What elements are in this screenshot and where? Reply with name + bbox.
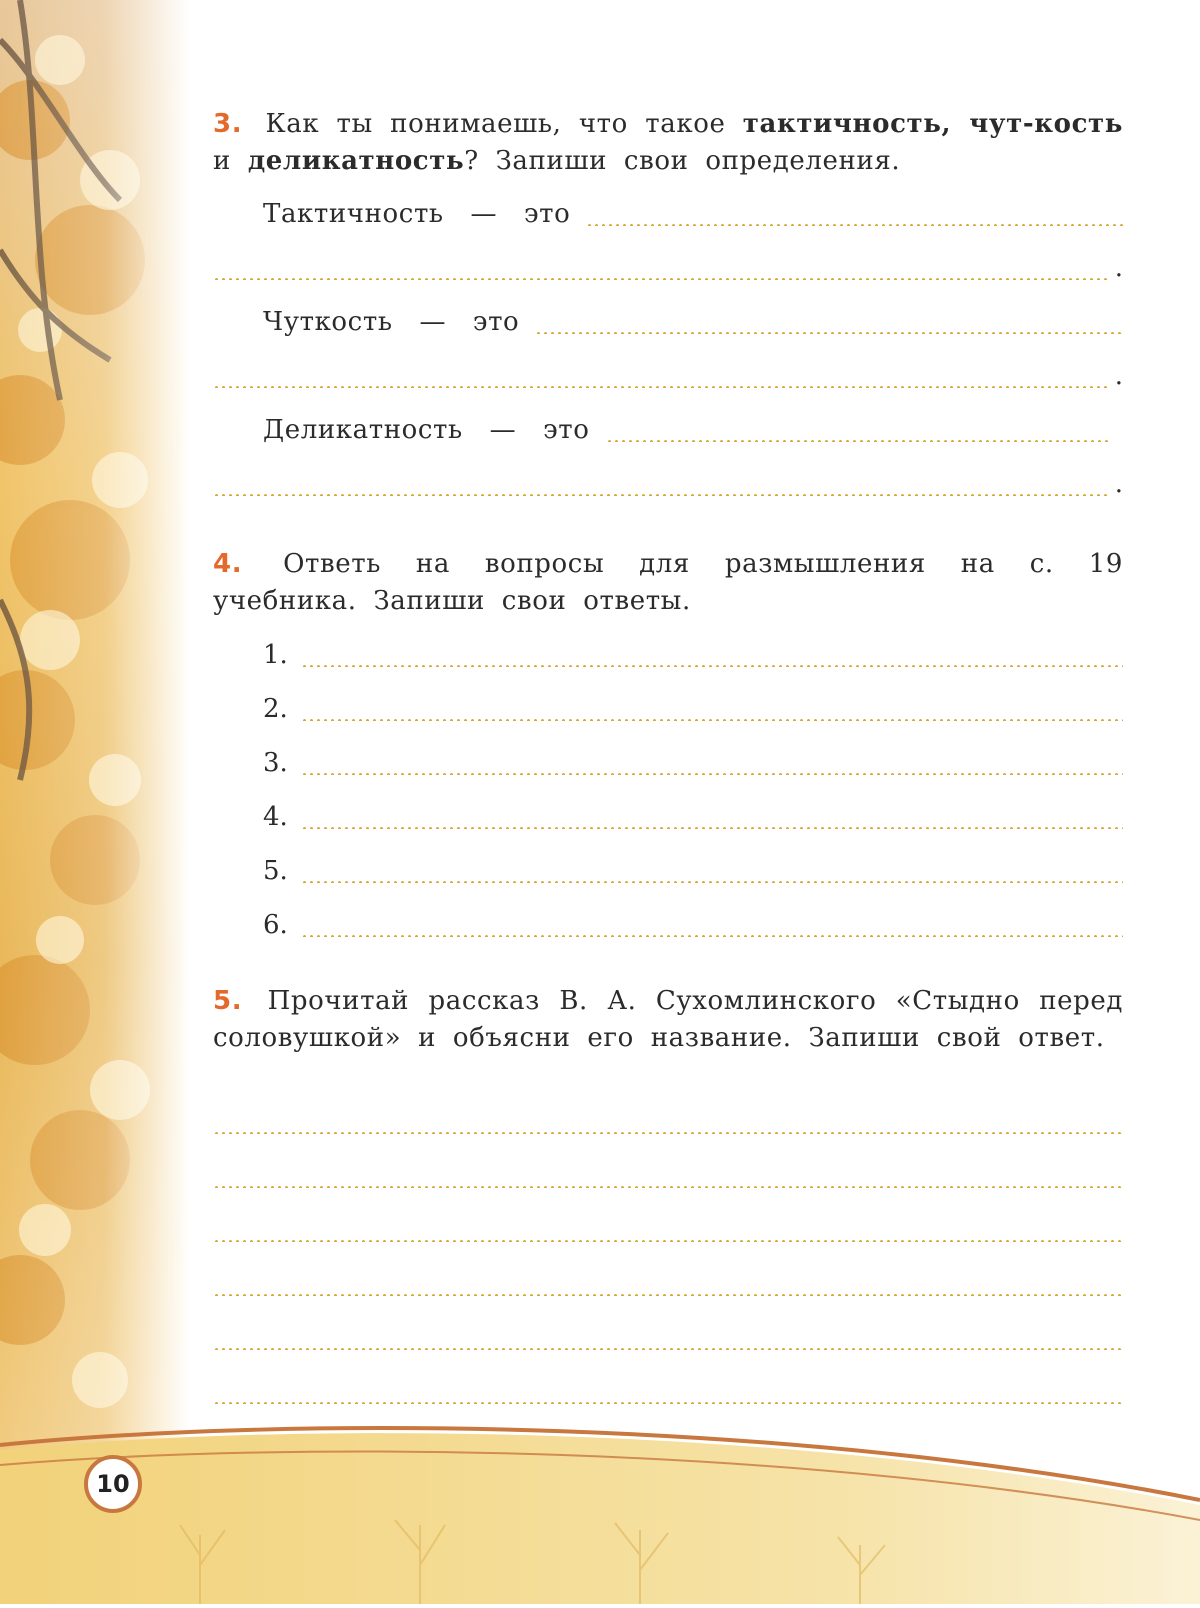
- task-number: 5.: [213, 986, 243, 1016]
- answer-line-3[interactable]: 3.: [213, 745, 1123, 781]
- dotted-line[interactable]: [213, 1132, 1123, 1134]
- definition-line-tactfulness[interactable]: Тактичность — это: [213, 196, 1123, 232]
- dotted-line[interactable]: [213, 1186, 1123, 1188]
- answer-line[interactable]: .: [213, 358, 1123, 394]
- dotted-line[interactable]: [301, 827, 1123, 829]
- answer-line[interactable]: [213, 1266, 1123, 1302]
- autumn-foliage-image: [0, 0, 190, 1604]
- task-number: 3.: [213, 109, 243, 139]
- answer-line-2[interactable]: 2.: [213, 691, 1123, 727]
- answer-line[interactable]: [213, 1158, 1123, 1194]
- task-5-text: 5. Прочитай рассказ В. А. Сухомлинского «Стыдно перед соловушкой» и объясни его название. Запиши свой ответ.: [213, 986, 1123, 1053]
- answer-line[interactable]: [213, 1320, 1123, 1356]
- dotted-line[interactable]: [301, 719, 1123, 721]
- task-3-text: 3. Как ты понимаешь, что такое тактичность, чут-кость и деликатность? Запиши свои определения.: [213, 109, 1123, 176]
- dotted-line[interactable]: [606, 440, 1111, 442]
- definition-line-delicacy[interactable]: Деликатность — это: [213, 412, 1123, 448]
- dotted-line[interactable]: [213, 278, 1111, 280]
- answer-line[interactable]: [213, 1374, 1123, 1410]
- dotted-line[interactable]: [301, 773, 1123, 775]
- dotted-line[interactable]: [213, 1294, 1123, 1296]
- dotted-line[interactable]: [213, 1348, 1123, 1350]
- answer-line-5[interactable]: 5.: [213, 853, 1123, 889]
- dotted-line[interactable]: [586, 224, 1123, 226]
- answer-line-1[interactable]: 1.: [213, 637, 1123, 673]
- footer-decoration: [0, 1425, 1200, 1604]
- dotted-line[interactable]: [301, 881, 1123, 883]
- dotted-line[interactable]: [213, 494, 1111, 496]
- answer-line[interactable]: .: [213, 250, 1123, 286]
- answer-line-4[interactable]: 4.: [213, 799, 1123, 835]
- task-5: [213, 983, 1123, 1057]
- answer-line[interactable]: .: [213, 466, 1123, 502]
- dotted-line[interactable]: [213, 386, 1111, 388]
- dotted-line[interactable]: [301, 665, 1123, 667]
- task-4: [213, 546, 1123, 620]
- answer-line[interactable]: [213, 1212, 1123, 1248]
- dotted-line[interactable]: [213, 1402, 1123, 1404]
- definition-line-sensitivity[interactable]: Чуткость — это: [213, 304, 1123, 340]
- answer-line[interactable]: [213, 1104, 1123, 1140]
- dotted-line[interactable]: [213, 1240, 1123, 1242]
- answer-line-6[interactable]: 6.: [213, 907, 1123, 943]
- page-number: 10: [84, 1455, 142, 1513]
- task-3: [213, 106, 1123, 180]
- task-4-text: 4. Ответь на вопросы для размышления на с. 19 учебника. Запиши свои ответы.: [213, 549, 1123, 616]
- dotted-line[interactable]: [301, 935, 1123, 937]
- dotted-line[interactable]: [535, 332, 1123, 334]
- task-number: 4.: [213, 549, 243, 579]
